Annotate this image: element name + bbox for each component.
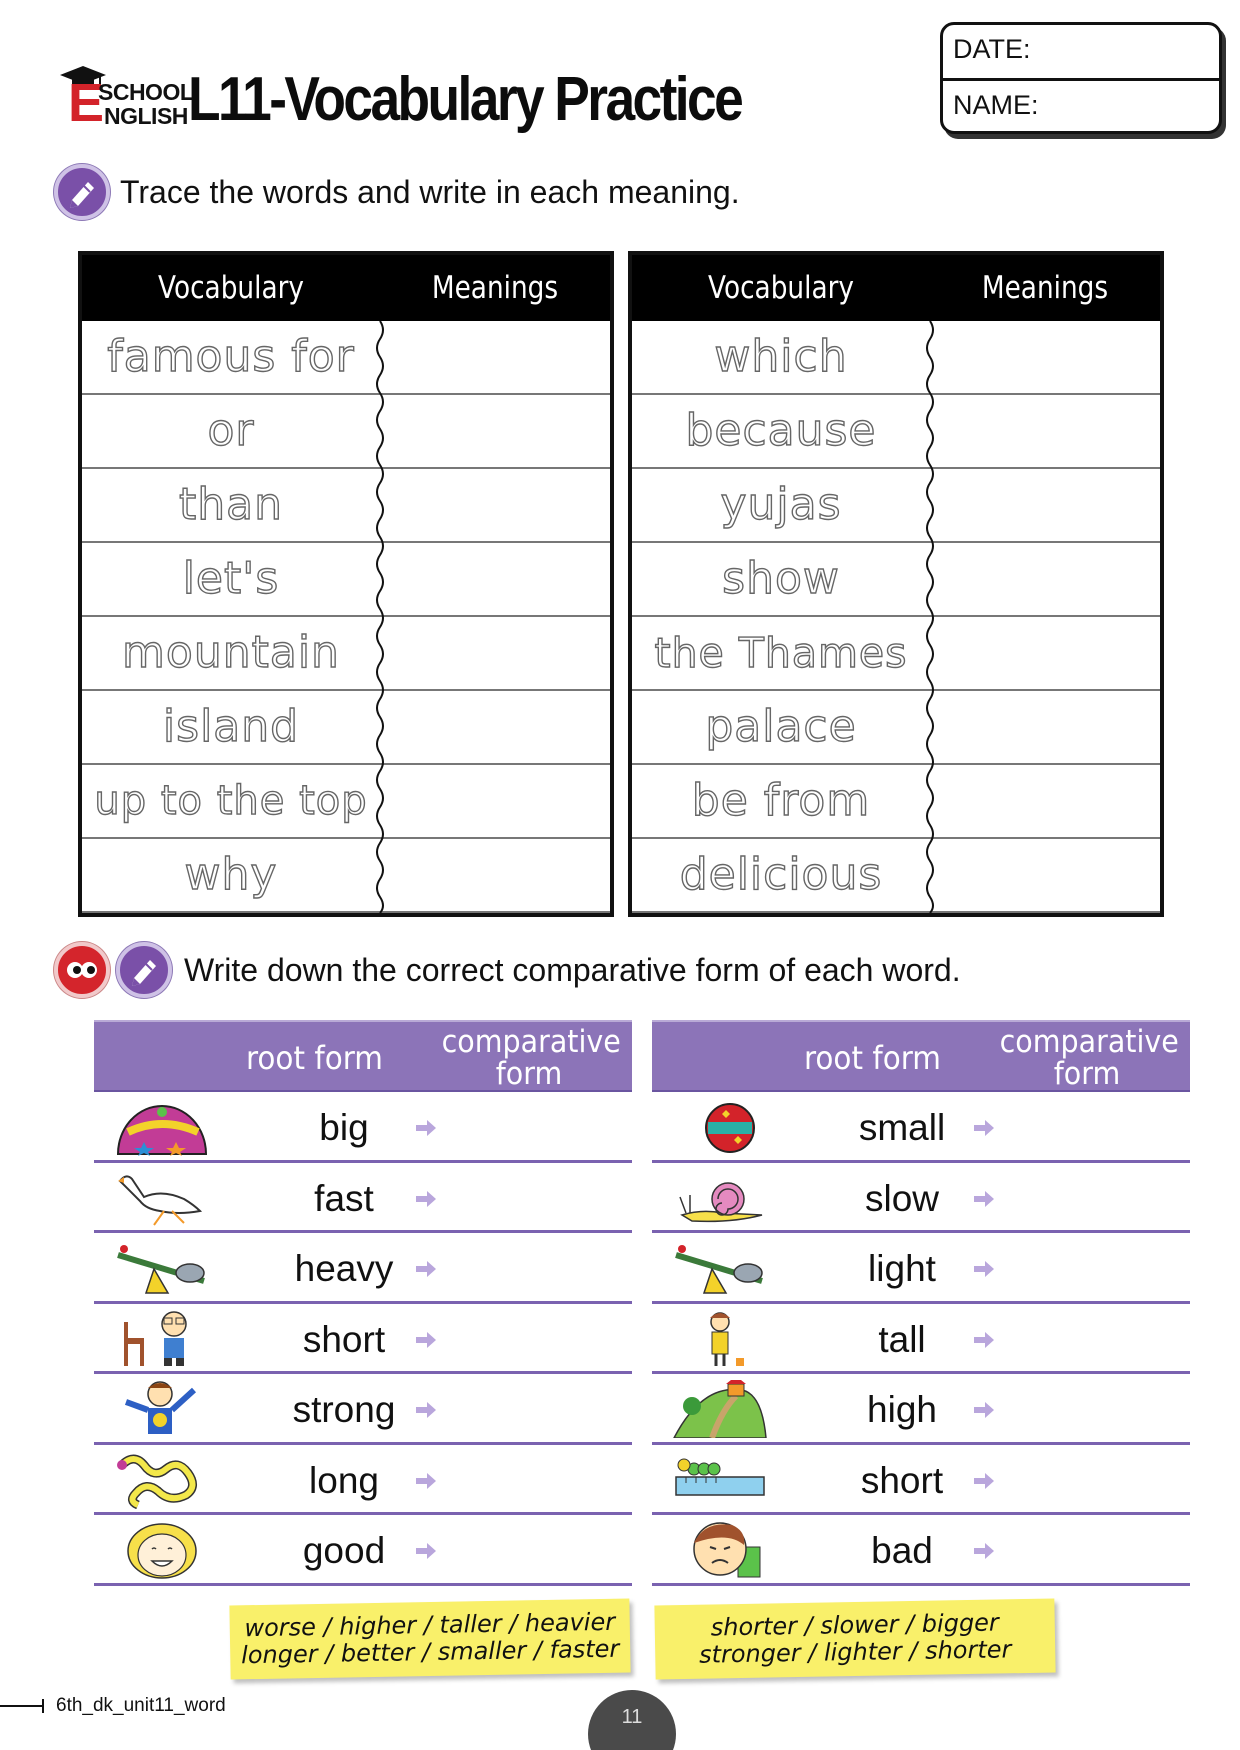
comparative-row: [94, 1515, 632, 1586]
meaning-cell[interactable]: [380, 691, 610, 763]
vocab-row: [82, 839, 610, 913]
answer-line: shorter / slower / bigger: [710, 1608, 1000, 1642]
root-word: heavy: [294, 1248, 394, 1289]
snail-picture: [672, 1169, 768, 1227]
comparative-row: [94, 1092, 632, 1163]
vocab-table-left: [78, 251, 614, 917]
meaning-cell[interactable]: [930, 543, 1160, 615]
comparative-table-right: [652, 1020, 1190, 1586]
smiling-face-picture: [114, 1521, 210, 1579]
meaning-cell[interactable]: [930, 765, 1160, 837]
pencil-badge-icon: [54, 164, 110, 220]
comparative-row: [652, 1374, 1190, 1445]
logo-word-english: NGLISH: [104, 103, 188, 129]
seesaw-picture: [672, 1239, 768, 1297]
meaning-cell[interactable]: [930, 839, 1160, 911]
page-number: 11: [621, 1706, 643, 1728]
grumpy-face-picture: [672, 1521, 768, 1579]
answer-line: stronger / lighter / shorter: [698, 1635, 1012, 1669]
meaning-cell[interactable]: [380, 765, 610, 837]
wavy-divider: [920, 321, 940, 913]
vocab-row: [82, 321, 610, 395]
root-word: strong: [292, 1389, 396, 1430]
meaning-cell[interactable]: [380, 321, 610, 393]
comparative-row: [652, 1445, 1190, 1516]
arrow-right-icon: [414, 1330, 438, 1350]
meaning-cell[interactable]: [380, 469, 610, 541]
meaning-cell[interactable]: [930, 691, 1160, 763]
arrow-right-icon: [414, 1471, 438, 1491]
meaning-cell[interactable]: [380, 617, 610, 689]
school-english-logo: [58, 66, 194, 133]
vocab-table-right: [628, 251, 1164, 917]
superhero-picture: [114, 1380, 210, 1438]
arrow-right-icon: [972, 1471, 996, 1491]
comparative-table-header: [94, 1020, 632, 1092]
trace-word: island: [162, 701, 300, 752]
comparative-row: [652, 1233, 1190, 1304]
comparative-row: [652, 1515, 1190, 1586]
comparative-row: [652, 1163, 1190, 1234]
ball-picture: [114, 1098, 210, 1156]
footer-tick: [42, 1699, 44, 1713]
pencil-icon: [64, 174, 100, 210]
arrow-right-icon: [972, 1400, 996, 1420]
vocab-table-header: [82, 255, 610, 321]
meaning-cell[interactable]: [380, 543, 610, 615]
root-word: light: [868, 1248, 936, 1289]
vocab-row: [82, 543, 610, 617]
trace-word: palace: [705, 701, 857, 752]
root-word: long: [309, 1459, 379, 1501]
col-meanings: Meanings: [981, 270, 1109, 306]
wavy-divider: [370, 321, 390, 913]
answer-line: worse / higher / taller / heavier: [244, 1607, 616, 1643]
eyes-icon: [64, 952, 100, 988]
trace-word: mountain: [122, 627, 340, 678]
footer-line: [0, 1705, 44, 1707]
pencil-icon: [126, 952, 162, 988]
date-name-box: [940, 22, 1222, 134]
meaning-cell[interactable]: [930, 469, 1160, 541]
root-word: tall: [878, 1318, 926, 1360]
arrow-right-icon: [414, 1541, 438, 1561]
running-bird-picture: [114, 1169, 210, 1227]
col-vocabulary: Vocabulary: [157, 270, 305, 306]
logo-word-school: SCHOOL: [98, 79, 194, 105]
vocab-row: [82, 469, 610, 543]
comparative-table-left: [94, 1020, 632, 1586]
trace-word: which: [714, 331, 848, 382]
vocab-table-header: [632, 255, 1160, 321]
caterpillar-ruler-picture: [672, 1451, 768, 1509]
col-root-form: root form: [245, 1039, 383, 1077]
small-ball-picture: [672, 1098, 768, 1156]
col-comparative-line2: form: [1053, 1056, 1121, 1092]
vocab-row: [632, 765, 1160, 839]
root-word: high: [867, 1389, 937, 1430]
footer-code: 6th_dk_unit11_word: [56, 1695, 226, 1716]
vocab-row: [82, 765, 610, 839]
logo-letter: E: [68, 73, 105, 133]
meaning-cell[interactable]: [380, 395, 610, 467]
vocab-row: [632, 691, 1160, 765]
eyes-badge-icon: [54, 942, 110, 998]
col-comparative-line2: form: [495, 1056, 563, 1092]
arrow-right-icon: [414, 1400, 438, 1420]
answer-note-right: [654, 1599, 1055, 1680]
vocab-row: [632, 395, 1160, 469]
comparative-row: [94, 1233, 632, 1304]
col-vocabulary: Vocabulary: [707, 270, 855, 306]
arrow-right-icon: [972, 1118, 996, 1138]
trace-instruction: Trace the words and write in each meaning.: [120, 174, 740, 210]
vocab-row: [632, 321, 1160, 395]
comparative-row: [94, 1304, 632, 1375]
vocab-row: [82, 617, 610, 691]
trace-word: because: [685, 405, 877, 456]
trace-word: yujas: [720, 479, 842, 530]
answer-note-left: [229, 1599, 630, 1680]
arrow-right-icon: [414, 1259, 438, 1279]
seesaw-picture: [114, 1239, 210, 1297]
trace-word: or: [207, 405, 255, 456]
comparative-row: [94, 1374, 632, 1445]
trace-word: let's: [182, 553, 280, 604]
page-title: L11-Vocabulary Practice: [188, 65, 742, 134]
vocab-row: [82, 691, 610, 765]
comparative-instruction: Write down the correct comparative form of each word.: [184, 952, 961, 988]
boy-chair-picture: [114, 1310, 210, 1368]
arrow-right-icon: [972, 1330, 996, 1350]
root-word: good: [302, 1530, 386, 1571]
arrow-right-icon: [972, 1541, 996, 1561]
trace-word: be from: [691, 775, 871, 826]
col-root-form: root form: [803, 1039, 941, 1077]
col-comparative-line1: comparative: [441, 1024, 621, 1060]
arrow-right-icon: [414, 1118, 438, 1138]
tall-girl-picture: [672, 1310, 768, 1368]
arrow-right-icon: [414, 1189, 438, 1209]
vocab-row: [632, 469, 1160, 543]
comparative-table-header: [652, 1020, 1190, 1092]
root-word: slow: [864, 1177, 940, 1219]
meaning-cell[interactable]: [930, 321, 1160, 393]
comparative-row: [94, 1163, 632, 1234]
root-word: short: [860, 1459, 944, 1501]
vocab-row: [632, 839, 1160, 913]
col-meanings: Meanings: [431, 270, 559, 306]
trace-word: famous for: [107, 331, 355, 382]
vocab-row: [632, 543, 1160, 617]
meaning-cell[interactable]: [380, 839, 610, 911]
comparative-row: [94, 1445, 632, 1516]
root-word: small: [858, 1107, 946, 1148]
comparative-row: [652, 1304, 1190, 1375]
date-field[interactable]: DATE:: [953, 34, 1031, 64]
col-comparative-form: [999, 1024, 1179, 1092]
trace-word: why: [184, 849, 278, 900]
arrow-right-icon: [972, 1259, 996, 1279]
answer-line: longer / better / smaller / faster: [240, 1634, 620, 1670]
trace-word: than: [179, 479, 283, 530]
trace-word: up to the top: [94, 778, 368, 824]
vocab-row: [82, 395, 610, 469]
trace-word: show: [722, 553, 840, 604]
comparative-row: [652, 1092, 1190, 1163]
meaning-cell[interactable]: [930, 617, 1160, 689]
name-field[interactable]: NAME:: [943, 78, 1219, 131]
trace-word: the Thames: [654, 629, 908, 677]
root-word: bad: [871, 1530, 933, 1571]
root-word: fast: [314, 1177, 374, 1219]
arrow-right-icon: [972, 1189, 996, 1209]
trace-word: delicious: [679, 849, 883, 900]
col-comparative-line1: comparative: [999, 1024, 1179, 1060]
hill-house-picture: [672, 1380, 768, 1438]
meaning-cell[interactable]: [930, 395, 1160, 467]
snake-picture: [114, 1451, 210, 1509]
pencil-badge-icon: [116, 942, 172, 998]
root-word: big: [319, 1107, 369, 1148]
root-word: short: [302, 1318, 386, 1360]
vocab-row: [632, 617, 1160, 691]
col-comparative-form: [441, 1024, 621, 1092]
